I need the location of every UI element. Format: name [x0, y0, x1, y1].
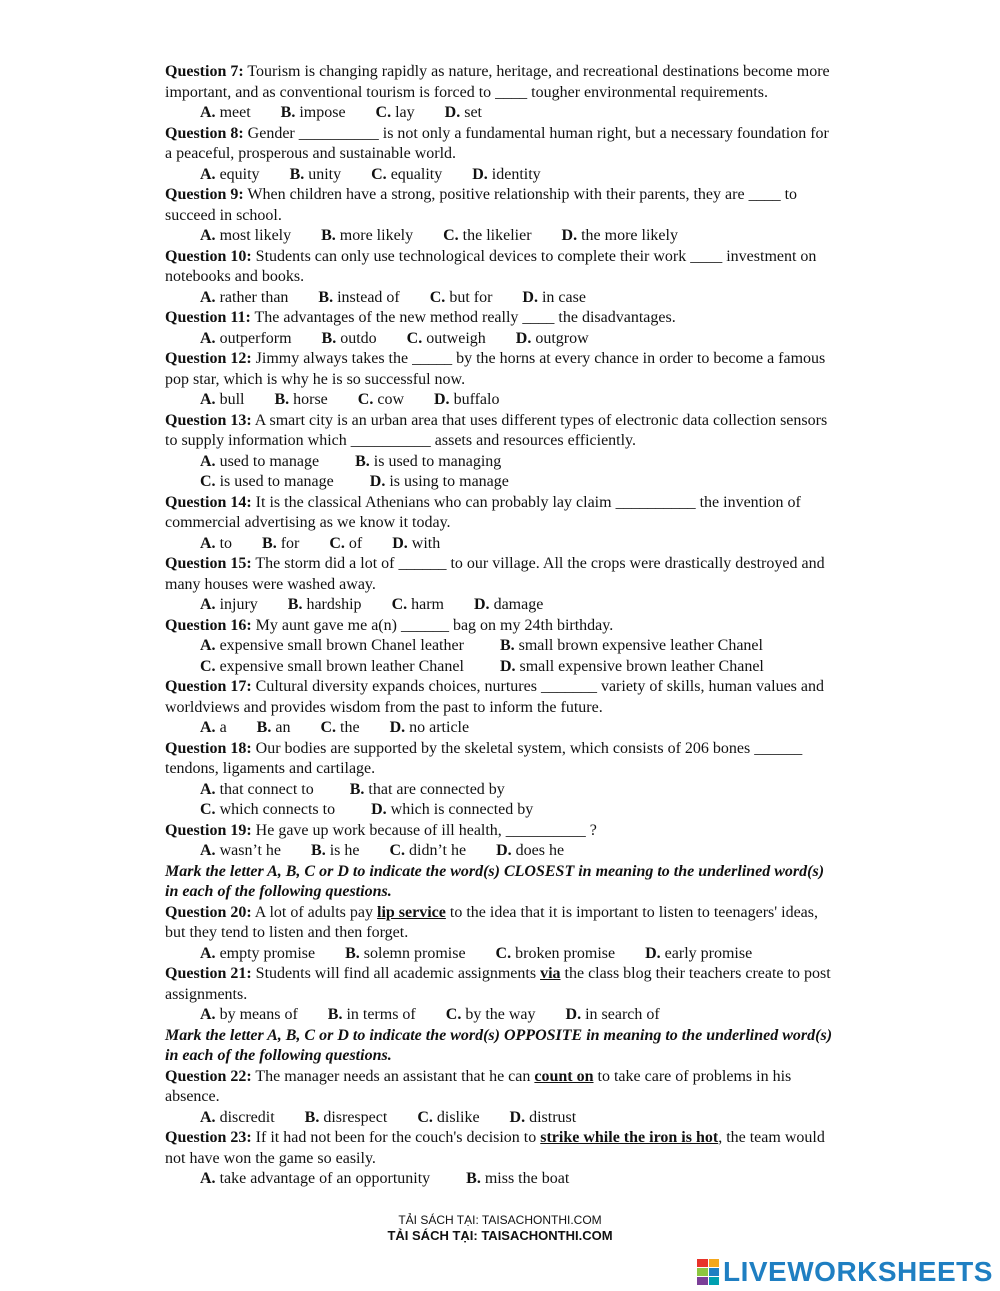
option-letter: A.	[200, 842, 216, 859]
question-text: Jimmy always takes the _____ by the horns at every chance in order to become a famous pop star, which is why he is so successful now.	[165, 350, 826, 388]
answer-option[interactable]	[321, 226, 413, 247]
option-text: a	[215, 719, 227, 736]
answer-option[interactable]	[355, 452, 501, 473]
answer-option[interactable]	[472, 165, 540, 186]
answer-option[interactable]	[322, 329, 377, 350]
answer-option[interactable]	[434, 390, 499, 411]
option-letter: D.	[434, 391, 450, 408]
option-text: broken promise	[511, 944, 616, 962]
option-text: harm	[407, 596, 444, 613]
option-letter: C.	[200, 801, 216, 818]
answer-option[interactable]	[345, 944, 465, 965]
option-text: in terms of	[342, 1006, 416, 1023]
answer-option[interactable]	[200, 841, 281, 862]
option-text: set	[460, 104, 482, 121]
option-letter: D.	[472, 165, 488, 183]
option-letter: C.	[371, 165, 387, 183]
question-number: Question 7:	[165, 63, 244, 80]
option-letter: D.	[565, 1006, 582, 1023]
option-letter: C.	[389, 842, 406, 859]
option-text: equity	[215, 165, 260, 183]
option-letter: B.	[256, 719, 272, 736]
answer-options	[165, 1169, 835, 1190]
question-stem	[165, 554, 835, 595]
answer-option[interactable]	[200, 780, 314, 801]
answer-option[interactable]	[257, 718, 291, 739]
answer-options	[165, 800, 835, 821]
answer-option[interactable]	[200, 800, 335, 821]
option-text: an	[271, 719, 291, 736]
option-letter: C.	[200, 473, 216, 490]
answer-option[interactable]	[318, 288, 399, 309]
answer-option[interactable]	[510, 1108, 577, 1129]
option-text: that connect to	[215, 780, 314, 798]
answer-option[interactable]	[389, 841, 466, 862]
question-stem	[165, 349, 835, 390]
answer-option[interactable]	[370, 472, 509, 493]
answer-option[interactable]	[522, 288, 586, 309]
question-stem	[165, 1067, 835, 1108]
question-text: Cultural diversity expands choices, nurtures _______ variety of skills, human values and worldviews and provides wisdom from the past to inform the future.	[165, 678, 824, 716]
option-text: no article	[405, 719, 470, 736]
question-number: Question 8:	[165, 124, 244, 142]
liveworksheets-logo-icon	[697, 1259, 719, 1285]
answer-option[interactable]	[200, 288, 288, 309]
answer-option[interactable]	[200, 452, 319, 473]
answer-option[interactable]	[390, 718, 470, 739]
question-text: If it had not been for the couch's decision to	[251, 1129, 541, 1146]
option-letter: B.	[499, 637, 515, 654]
option-letter: C.	[200, 657, 216, 675]
question-number: Question 19:	[165, 821, 252, 839]
answer-option[interactable]	[443, 226, 531, 247]
answer-option[interactable]	[496, 841, 564, 862]
option-text: outdo	[336, 329, 377, 347]
answer-option[interactable]	[200, 636, 464, 657]
question-text: Gender __________ is not only a fundamental human right, but a necessary foundation for a peaceful, prosperous and sustainable world.	[165, 124, 829, 162]
answer-option[interactable]	[500, 636, 763, 657]
option-letter: C.	[443, 227, 459, 244]
answer-options	[165, 780, 835, 801]
question-stem	[165, 308, 835, 329]
question-stem	[165, 247, 835, 288]
option-text: is using to manage	[385, 473, 509, 490]
question-number: Question 22:	[165, 1067, 252, 1085]
answer-option[interactable]	[328, 1005, 416, 1026]
option-letter: A.	[200, 637, 216, 654]
answer-option[interactable]	[200, 595, 258, 616]
answer-option[interactable]	[445, 103, 482, 124]
option-text: the likelier	[458, 227, 532, 244]
answer-option[interactable]	[281, 103, 346, 124]
underlined-phrase: strike while the iron is hot	[540, 1129, 719, 1146]
option-letter: A.	[200, 165, 216, 183]
question-stem	[165, 616, 835, 637]
question-stem	[165, 493, 835, 534]
answer-options	[165, 595, 835, 616]
answer-option[interactable]	[200, 226, 291, 247]
question-text: When children have a strong, positive relationship with their parents, they are ____ to succeed in school.	[165, 186, 798, 224]
answer-option[interactable]	[500, 657, 764, 678]
answer-option[interactable]	[200, 657, 464, 678]
question-text: Students can only use technological devices to complete their work ____ investment on notebooks and books.	[165, 247, 817, 285]
answer-option[interactable]	[320, 718, 359, 739]
question-number: Question 13:	[165, 411, 252, 429]
option-text: by means of	[215, 1006, 298, 1023]
question-text: He gave up work because of ill health, __________ ?	[251, 821, 597, 839]
answer-option[interactable]	[645, 944, 752, 965]
answer-options	[165, 657, 835, 678]
option-letter: C.	[495, 944, 512, 962]
option-letter: B.	[327, 1006, 343, 1023]
option-text: cow	[373, 391, 404, 408]
option-letter: A.	[200, 1006, 216, 1023]
option-letter: C.	[445, 1006, 462, 1023]
option-letter: B.	[304, 1108, 320, 1126]
option-text: empty promise	[215, 944, 316, 962]
option-letter: C.	[357, 391, 374, 408]
option-letter: B.	[262, 534, 277, 552]
question-number: Question 15:	[165, 555, 252, 572]
answer-options	[165, 452, 835, 473]
question-text: The manager needs an assistant that he can	[251, 1067, 535, 1085]
option-letter: A.	[200, 719, 216, 736]
option-letter: A.	[200, 288, 216, 306]
option-letter: C.	[375, 104, 392, 121]
option-letter: D.	[561, 227, 578, 244]
option-letter: B.	[274, 391, 290, 408]
question-number: Question 20:	[165, 903, 252, 921]
option-text: horse	[289, 391, 328, 408]
option-text: is used to managing	[369, 452, 502, 470]
option-letter: C.	[417, 1108, 433, 1126]
option-text: unity	[304, 165, 342, 183]
option-text: identity	[487, 165, 541, 183]
option-text: outgrow	[531, 329, 589, 347]
option-text: by the way	[461, 1006, 536, 1023]
option-letter: C.	[320, 719, 337, 736]
option-letter: C.	[329, 534, 345, 552]
option-letter: B.	[289, 165, 305, 183]
answer-option[interactable]	[350, 780, 505, 801]
option-text: used to manage	[215, 452, 320, 470]
option-letter: D.	[392, 534, 408, 552]
option-text: which connects to	[215, 801, 336, 818]
answer-option[interactable]	[290, 165, 342, 186]
option-letter: D.	[444, 104, 461, 121]
option-letter: B.	[280, 104, 296, 121]
option-letter: A.	[200, 534, 216, 552]
option-letter: B.	[345, 944, 360, 962]
option-text: the	[336, 719, 360, 736]
question-text: A smart city is an urban area that uses different types of electronic data collection sensors to supply information which __________ assets and resources efficiently.	[165, 411, 828, 449]
answer-options	[165, 165, 835, 186]
option-text: to	[215, 534, 233, 552]
option-text: hardship	[302, 596, 362, 613]
option-text: which is connected by	[386, 801, 534, 818]
answer-options	[165, 472, 835, 493]
liveworksheets-logo[interactable]	[697, 1256, 993, 1288]
brand-name: LIVEWORKSHEETS	[723, 1256, 993, 1287]
option-text: of	[344, 534, 363, 552]
option-letter: A.	[200, 780, 216, 798]
option-text: expensive small brown Chanel leather	[215, 637, 464, 654]
option-text: the more likely	[577, 227, 678, 244]
option-text: with	[407, 534, 441, 552]
answer-options	[165, 390, 835, 411]
answer-options	[165, 841, 835, 862]
answer-option[interactable]	[562, 226, 678, 247]
question-text-continued: to the idea that it is important to listen to teenagers' ideas, but they tend to listen and then forget.	[165, 903, 818, 941]
option-letter: D.	[389, 719, 406, 736]
option-text: wasn’t he	[215, 842, 282, 859]
question-text: The storm did a lot of ______ to our village. All the crops were drastically destroyed and many houses were washed away.	[165, 555, 825, 593]
option-letter: A.	[200, 227, 216, 244]
option-letter: A.	[200, 391, 216, 408]
answer-option[interactable]	[200, 390, 244, 411]
option-text: take advantage of an opportunity	[215, 1170, 431, 1187]
option-text: rather than	[215, 288, 289, 306]
answer-option[interactable]	[262, 534, 299, 555]
answer-options	[165, 288, 835, 309]
answer-options	[165, 718, 835, 739]
option-text: that are connected by	[364, 780, 505, 798]
underlined-phrase: count on	[534, 1067, 594, 1085]
footer-line-2: TẢI SÁCH TẠI: TAISACHONTHI.COM	[387, 1228, 613, 1243]
question-number: Question 11:	[165, 309, 251, 326]
option-letter: D.	[369, 473, 386, 490]
option-letter: B.	[466, 1170, 481, 1187]
question-text: The advantages of the new method really ____ the disadvantages.	[250, 309, 676, 326]
option-letter: B.	[349, 780, 365, 798]
option-text: damage	[489, 596, 544, 613]
option-text: in case	[537, 288, 586, 306]
question-stem	[165, 821, 835, 842]
answer-option[interactable]	[430, 288, 493, 309]
option-text: most likely	[215, 227, 292, 244]
option-text: small expensive brown leather Chanel	[515, 657, 764, 675]
option-text: bull	[215, 391, 245, 408]
answer-option[interactable]	[329, 534, 362, 555]
answer-option[interactable]	[392, 595, 444, 616]
question-text: Our bodies are supported by the skeletal system, which consists of 206 bones ______ tendons, ligaments and cartilage.	[165, 739, 803, 777]
question-stem	[165, 1128, 835, 1169]
worksheet-content	[165, 62, 835, 1190]
question-number: Question 21:	[165, 965, 252, 982]
question-text: My aunt gave me a(n) ______ bag on my 24th birthday.	[251, 616, 614, 634]
question-stem	[165, 185, 835, 226]
question-number: Question 9:	[165, 186, 244, 203]
option-letter: C.	[391, 596, 408, 613]
question-number: Question 23:	[165, 1129, 252, 1146]
option-letter: A.	[200, 596, 216, 613]
answer-option[interactable]	[288, 595, 362, 616]
question-text-continued: , the team would not have won the game so easily.	[165, 1129, 825, 1167]
answer-options	[165, 1005, 835, 1026]
option-text: is he	[325, 842, 360, 859]
answer-option[interactable]	[305, 1108, 388, 1129]
question-number: Question 12:	[165, 350, 252, 367]
answer-option[interactable]	[516, 329, 589, 350]
option-text: in search of	[581, 1006, 660, 1023]
option-letter: B.	[355, 452, 370, 470]
answer-options	[165, 329, 835, 350]
option-text: expensive small brown leather Chanel	[215, 657, 464, 675]
answer-option[interactable]	[407, 329, 486, 350]
answer-option[interactable]	[376, 103, 415, 124]
question-number: Question 14:	[165, 493, 252, 511]
option-letter: D.	[499, 657, 516, 675]
question-text: A lot of adults pay	[251, 903, 377, 921]
option-letter: C.	[406, 329, 423, 347]
option-text: discredit	[215, 1108, 275, 1126]
answer-option[interactable]	[417, 1108, 479, 1129]
answer-option[interactable]	[274, 390, 327, 411]
answer-option[interactable]	[446, 1005, 536, 1026]
question-text: It is the classical Athenians who can probably lay claim __________ the invention of commercial advertising as we know it today.	[165, 493, 801, 531]
option-text: is used to manage	[215, 473, 334, 490]
option-text: but for	[445, 288, 493, 306]
option-letter: C.	[429, 288, 446, 306]
option-letter: A.	[200, 329, 216, 347]
answer-options	[165, 636, 835, 657]
answer-option[interactable]	[371, 165, 442, 186]
option-text: small brown expensive leather Chanel	[514, 637, 763, 654]
option-text: meet	[215, 104, 251, 121]
option-letter: B.	[311, 842, 326, 859]
option-letter: A.	[200, 104, 216, 121]
option-letter: A.	[200, 944, 216, 962]
option-text: miss the boat	[480, 1170, 570, 1187]
option-text: didn’t he	[405, 842, 467, 859]
underlined-phrase: via	[540, 965, 561, 982]
question-text: Students will find all academic assignments	[251, 965, 541, 982]
answer-option[interactable]	[371, 800, 533, 821]
option-letter: A.	[200, 1170, 216, 1187]
option-text: lay	[391, 104, 415, 121]
option-letter: B.	[321, 329, 337, 347]
question-stem	[165, 411, 835, 452]
question-stem	[165, 677, 835, 718]
answer-options	[165, 226, 835, 247]
answer-option[interactable]	[200, 534, 232, 555]
option-letter: B.	[287, 596, 303, 613]
answer-option[interactable]	[200, 1005, 298, 1026]
option-letter: D.	[515, 329, 532, 347]
section-instruction: Mark the letter A, B, C or D to indicate the word(s) OPPOSITE in meaning to the underlined word(s) in each of the following questions.	[165, 1026, 833, 1064]
option-text: instead of	[333, 288, 400, 306]
question-stem	[165, 62, 835, 103]
question-stem	[165, 964, 835, 1005]
section-instruction: Mark the letter A, B, C or D to indicate the word(s) CLOSEST in meaning to the underlined word(s) in each of the following questions.	[165, 862, 825, 900]
option-letter: B.	[321, 227, 336, 244]
option-text: outweigh	[422, 329, 486, 347]
option-text: injury	[215, 596, 258, 613]
option-letter: A.	[200, 452, 216, 470]
underlined-phrase: lip service	[377, 903, 446, 921]
answer-option[interactable]	[200, 165, 260, 186]
question-number: Question 17:	[165, 678, 252, 695]
option-letter: D.	[509, 1108, 526, 1126]
answer-option[interactable]	[311, 841, 359, 862]
option-text: buffalo	[449, 391, 500, 408]
option-text: early promise	[660, 944, 753, 962]
answer-options	[165, 1108, 835, 1129]
question-stem	[165, 124, 835, 165]
option-text: more likely	[335, 227, 414, 244]
option-letter: D.	[474, 596, 490, 613]
answer-options	[165, 944, 835, 965]
question-text-continued: the class blog their teachers create to post assignments.	[165, 965, 831, 1003]
option-text: solemn promise	[359, 944, 466, 962]
option-text: outperform	[215, 329, 292, 347]
question-stem	[165, 739, 835, 780]
answer-option[interactable]	[496, 944, 616, 965]
option-letter: B.	[318, 288, 334, 306]
question-text: Tourism is changing rapidly as nature, heritage, and recreational destinations become more important, and as conventional tourism is forced to ____ tougher environmental requirements.	[165, 63, 830, 101]
question-number: Question 16:	[165, 616, 252, 634]
answer-options	[165, 103, 835, 124]
question-text-continued: to take care of problems in his absence.	[165, 1067, 792, 1105]
option-text: disrespect	[319, 1108, 388, 1126]
answer-option[interactable]	[200, 103, 251, 124]
footer-line-1: TẢI SÁCH TẠI: TAISACHONTHI.COM	[398, 1213, 602, 1227]
answer-option[interactable]	[200, 718, 227, 739]
answer-option[interactable]	[466, 1169, 569, 1190]
answer-option[interactable]	[200, 1108, 275, 1129]
answer-option[interactable]	[358, 390, 404, 411]
answer-option[interactable]	[200, 944, 315, 965]
option-text: does he	[511, 842, 565, 859]
question-number: Question 10:	[165, 247, 252, 265]
answer-option[interactable]	[200, 472, 334, 493]
option-text: impose	[295, 104, 346, 121]
option-text: equality	[386, 165, 443, 183]
question-stem	[165, 903, 835, 944]
option-letter: D.	[645, 944, 661, 962]
answer-option[interactable]	[566, 1005, 660, 1026]
option-letter: A.	[200, 1108, 216, 1126]
answer-option[interactable]	[474, 595, 543, 616]
answer-options	[165, 534, 835, 555]
option-letter: D.	[371, 801, 387, 818]
answer-option[interactable]	[200, 1169, 430, 1190]
option-text: distrust	[525, 1108, 577, 1126]
answer-option[interactable]	[392, 534, 440, 555]
answer-option[interactable]	[200, 329, 292, 350]
option-letter: D.	[522, 288, 538, 306]
question-number: Question 18:	[165, 739, 252, 757]
option-letter: D.	[496, 842, 512, 859]
option-text: for	[276, 534, 300, 552]
option-text: dislike	[432, 1108, 480, 1126]
